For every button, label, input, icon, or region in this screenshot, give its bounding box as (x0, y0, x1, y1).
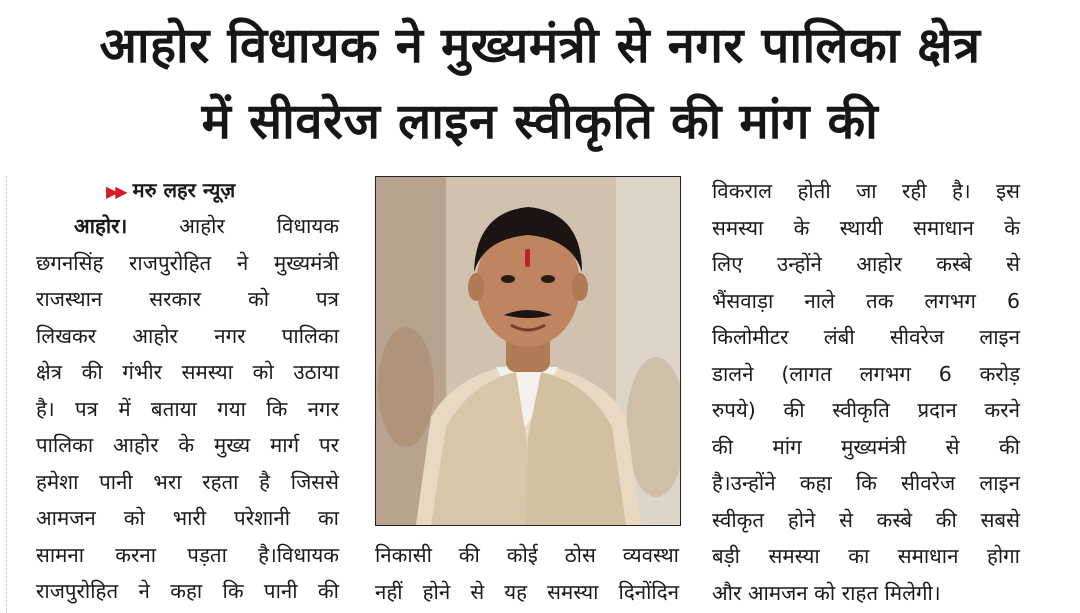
article-line-text: आहोर विधायक (179, 214, 339, 238)
article-line: लिखकर आहोर नगर पालिका (36, 323, 339, 348)
article-line: है।उन्होंने कहा कि सीवरेज लाइन (712, 471, 1020, 495)
portrait-photo (375, 176, 681, 526)
dateline: आहोर। (74, 214, 128, 238)
article-line: लिए उन्होंने आहोर कस्बे से (712, 252, 1020, 276)
article-line: सामना करना पड़ता है।विधायक (36, 542, 339, 567)
article-line: राजपुरोहित ने कहा कि पानी की (36, 579, 339, 603)
article-line: और आमजन को राहत मिलेगी। (712, 580, 941, 605)
article-line: रुपये) की स्वीकृति प्रदान करने (712, 398, 1020, 422)
headline-line-1: आहोर विधायक ने मुख्यमंत्री से नगर पालिका क्षेत्र (99, 17, 981, 74)
article-line: छगनसिंह राजपुरोहित ने मुख्यमंत्री (36, 250, 339, 275)
double-play-icon: ▶▶ (106, 182, 125, 201)
article-line: हमेशा पानी भरा रहता है जिससे (36, 469, 339, 494)
article-line: निकासी की कोई ठोस व्यवस्था (375, 543, 679, 567)
article-line: की मांग मुख्यमंत्री से की (712, 434, 1020, 459)
article-line: पालिका आहोर के मुख्य मार्ग पर (36, 433, 339, 457)
article-line: डालने (लागत लगभग 6 करोड़ (712, 361, 1020, 386)
article-line: आमजन को भारी परेशानी का (36, 506, 339, 530)
article-column-middle (375, 537, 679, 610)
article-line: समस्या के स्थायी समाधान के (712, 215, 1020, 240)
article-line (36, 208, 339, 245)
article-line: भैंसवाड़ा नाले तक लगभग 6 (712, 288, 1020, 313)
article-line: राजस्थान सरकार को पत्र (36, 287, 339, 311)
column-rule (0, 176, 7, 613)
article-line: स्वीकृत होने से कस्बे की सबसे (712, 507, 1020, 532)
article-line: है। पत्र में बताया गया कि नगर (36, 396, 339, 421)
headline-line-2: में सीवरेज लाइन स्वीकृति की मांग की (201, 93, 879, 150)
article-line: नहीं होने से यह समस्या दिनोंदिन (375, 579, 679, 604)
byline (36, 172, 339, 208)
article-line: क्षेत्र की गंभीर समस्या को उठाया (36, 360, 339, 384)
article-line: बड़ी समस्या का समाधान होगा (712, 544, 1020, 568)
article-column-left (36, 172, 339, 610)
article-line: विकराल होती जा रही है। इस (712, 179, 1020, 203)
byline-source: मरु लहर न्यूज़ (132, 178, 236, 202)
article-column-right (712, 173, 1020, 611)
portrait-illustration (376, 177, 680, 525)
article-line: किलोमीटर लंबी सीवरेज लाइन (712, 325, 1020, 349)
